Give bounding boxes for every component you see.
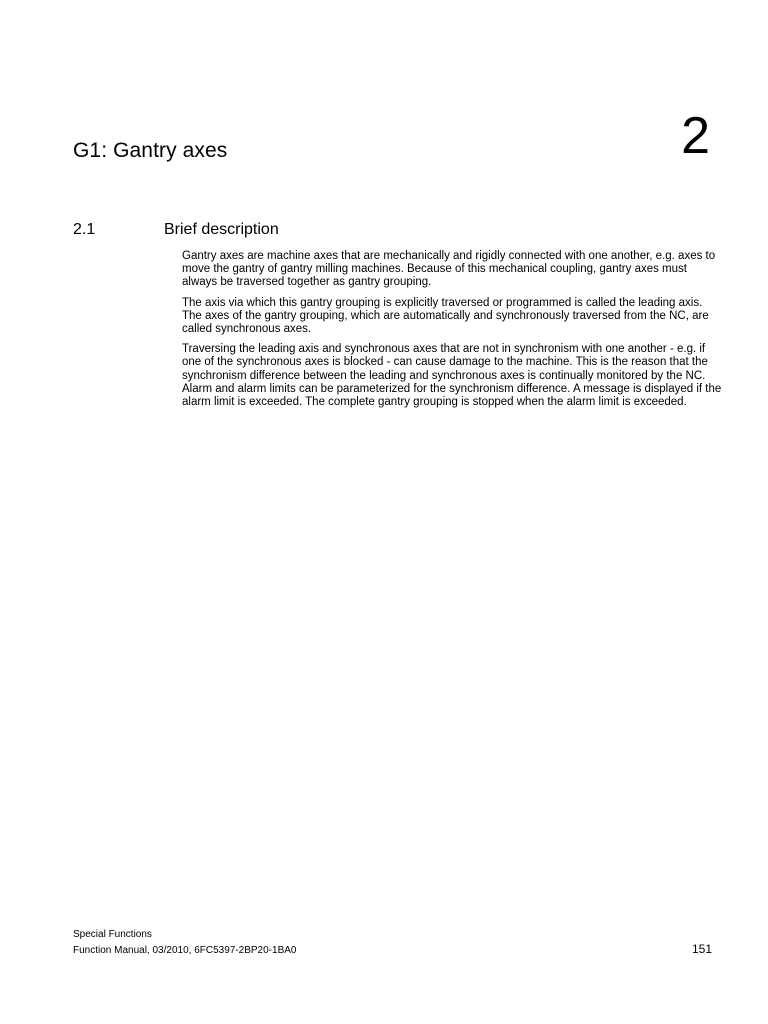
footer-document-title: Special Functions [73, 929, 152, 940]
section-title: Brief description [164, 221, 279, 238]
chapter-title: G1: Gantry axes [73, 139, 228, 162]
paragraph: Gantry axes are machine axes that are mechanically and rigidly connected with one another, e.g. axes to move the gantry of gantry milling machines. Because of this mechanical coupling, gantry axes must always be traversed together as gantry grouping. [182, 250, 716, 289]
page-number: 151 [691, 942, 712, 956]
paragraph: The axis via which this gantry grouping is explicitly traversed or programmed is called the leading axis. The axes of the gantry grouping, which are automatically and synchronously traversed from the NC, are called synchronous axes. [182, 296, 709, 336]
section-body [182, 250, 722, 416]
paragraph: Traversing the leading axis and synchronous axes that are not in synchronism with one another - e.g. if one of the synchronous axes is blocked - can cause damage to the machine. This is the reason that the synchronism difference between the leading and synchronous axes is continually monitored by the NC. Alarm and alarm limits can be parameterized for the synchronism difference. A message is displayed if the alarm limit is exceeded. The complete gantry grouping is stopped when the alarm limit is exceeded. [182, 343, 722, 409]
chapter-number: 2 [681, 107, 710, 165]
section-number: 2.1 [73, 221, 96, 238]
footer-document-info: Function Manual, 03/2010, 6FC5397-2BP20-1BA0 [73, 945, 297, 956]
